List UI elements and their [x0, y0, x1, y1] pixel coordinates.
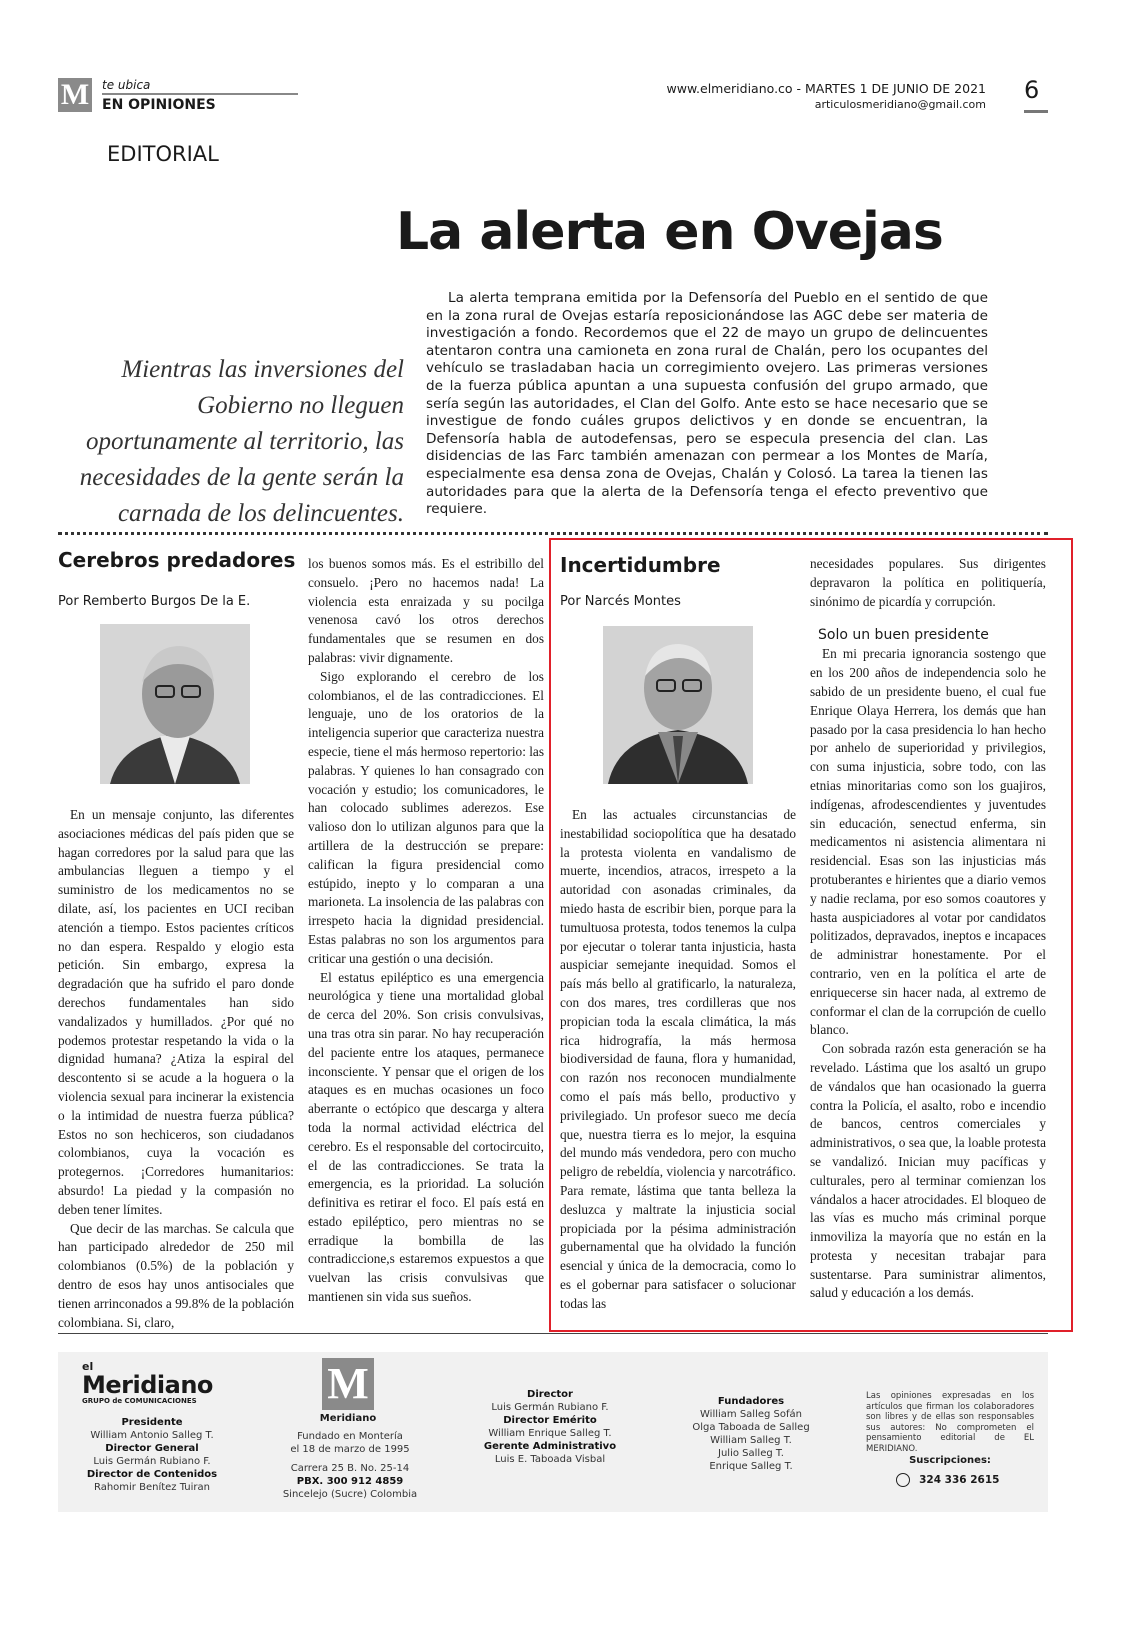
footer-pbx: PBX. 300 912 4859 — [296, 1476, 404, 1487]
footer-fundador-1: William Salleg Sofán — [700, 1409, 802, 1420]
footer-suscripciones — [896, 1469, 1026, 1488]
footer-suscripciones-phone: 324 336 2615 — [919, 1473, 1000, 1486]
article2-title: Incertidumbre — [560, 553, 721, 577]
article2-author-photo — [603, 626, 753, 784]
article1-author-photo — [100, 624, 250, 784]
footer-fundador-3: William Salleg T. — [710, 1435, 792, 1446]
header-dateline: www.elmeridiano.co - MARTES 1 DE JUNIO DE 2021 — [666, 81, 986, 96]
footer-info — [270, 1430, 430, 1501]
article1-col2-p3: El estatus epiléptico es una emergencia neurológica y tiene una mortalidad global de cerca del 20%. Son crisis convulsivas, una tras otra sin parar. No hay recuperación del paciente entre los ataques, permanece inconsciente. Y pensar que el origen de los ataques es en muchas ocasiones un foco aberrante o ectópico que descarga y altera toda la normal actividad eléctrica del cerebro. Es el responsable del cortocircuito, el de las contradicciones. Se trata la emergencia, es la prioridad. La solución definitiva es retirar el foco. El país está en estado epiléptico, pero mientras no se erradique la bombilla de las contradiccione,s estaremos expuestos a que vuelvan las crisis convulsivas que mantienen sin vida sus sueños. — [308, 969, 544, 1305]
footer-brand — [82, 1360, 232, 1405]
footer-dir-contenidos: Rahomir Benítez Tuiran — [93, 1482, 211, 1493]
header-tag-small: te ubica — [102, 78, 151, 92]
footer-management — [470, 1388, 630, 1466]
editorial-title: La alerta en Ovejas — [396, 202, 943, 262]
header-email: articulosmeridiano@gmail.com — [814, 98, 986, 111]
footer-disclaimer: Las opiniones expresadas en los artículos que firman los colaboradores son libres y de ellas son responsables sus autores: No comprometen el pensamiento editorial de EL MERIDIANO. — [866, 1391, 1034, 1454]
dotted-divider — [58, 532, 1048, 535]
whatsapp-icon — [896, 1473, 910, 1487]
footer-fundadores-label: Fundadores — [717, 1396, 785, 1407]
header-logo: M — [58, 78, 92, 112]
footer-directors — [72, 1416, 232, 1494]
article2-col2-intro: necesidades populares. Sus dirigentes depravaron la política en politiquería, sinónimo de picardía y corrupción. — [810, 556, 1046, 609]
page-number: 6 — [1024, 76, 1040, 104]
footer-fundado-2: el 18 de marzo de 1995 — [290, 1444, 410, 1455]
footer-dir-general-label: Director General — [105, 1443, 199, 1454]
article1-col2 — [308, 555, 544, 1307]
footer-emerito: William Enrique Salleg T. — [488, 1428, 612, 1439]
footer-gerente: Luis E. Taboada Visbal — [494, 1454, 606, 1465]
footer-logo: M — [322, 1358, 374, 1410]
article2-byline: Por Narcés Montes — [560, 594, 681, 609]
article2-col1 — [560, 806, 796, 1314]
footer-top-rule — [58, 1333, 1048, 1334]
footer-fundador-4: Julio Salleg T. — [718, 1448, 784, 1459]
article2-col2-p1: En mi precaria ignorancia sostengo que en los 200 años de independencia solo he sabido de un presidente bueno, el cual fue Enrique Olaya Herrera, los demás que han pasado por la casa presidencia lo han hecho por anhelo de superioridad y privilegios, con suma injusticia, sobre todo, con las etnias minoritarias como son los guajiros, indígenas, afrodescendientes y juventudes sin educación, senectud enferma, sin medicamentos ni asistencia alimentara ni residencial. Esas son las injusticias más protuberantes e hirientes que a diario vemos y nadie reclama, por eso somos coautores y hasta auspiciadores al votar por candidatos politizados, depravados, ineptos e incapaces de administrar honestamente. Por el contrario, ven en la política el arte de enriquecerse sin hacer nada, al extremo de conformar el clan de la corrupción de cuello blanco. — [810, 646, 1046, 1038]
footer-brand-sub: GRUPO de COMUNICACIONES — [82, 1397, 197, 1405]
article1-col1-p1: En un mensaje conjunto, las diferentes asociaciones médicas del país piden que se hagan corredores por la salud para que las ambulancias lleguen a tiempo y el suministro de los medicamentos no se dilate, así, los pacientes en UCI reciban atención a tiempo. Estos pacientes críticos no dan espera. Respaldo y elogio esta petición. Sin embargo, expresa la degradación que ha sufrido el paro donde derechos fundamentales han sido vandalizados y humillados. ¿Por qué no podemos protestar respetando la vida o la dignidad humana? ¿Atiza la espiral del descontento si se acude a la hoguera o la violencia sexual para incinerar la existencia o la intimidad de nuestra fuerza pública? Estos no son hechiceros, son ciudadanos colombianos, cuya la vocación es protegernos. ¡Corredores humanitarios: absurdo! La piedad y la compasión no deben tener límites. — [58, 807, 294, 1217]
article2-col2-p2: Con sobrada razón esta generación se ha revelado. Lástima que los asaltó un grupo de vándalos que han ocasionado la guerra contra la Policía, el asalto, robo e incendio de bancos, centros comerciales y administrativos, o sea que, la loable protesta se vandalizó. Inician muy pacíficas y culturales, pero al terminar comienzan los vándalos a hacer atrocidades. El bloqueo de las vías es mucho más criminal porque inmoviliza la mayoría que no están en la protesta y necesitan trabajar para sustentarse. Para suministrar alimentos, salud y educación a los demás. — [810, 1041, 1046, 1301]
header-rule — [102, 93, 298, 95]
footer-presidente: William Antonio Salleg T. — [90, 1430, 214, 1441]
footer-fundadores — [676, 1395, 826, 1473]
footer-presidente-label: Presidente — [121, 1417, 183, 1428]
article1-col2-p2: Sigo explorando el cerebro de los colombianos, el de las contradicciones. El lenguaje, uno de los oratorios de la inteligencia superior que caracteriza nuestra especie, tiene el más hermoso repertorio: las palabras. Y quienes lo han consagrado con vocación y estudio; los comunicadores, le han colocado sublimes aderezos. Ese valioso don lo utilizan algunos para que la artillera de la destrucción se prepare: califican la figura presidencial como estúpido, inepto y lo comparan a una marioneta. La insolencia de las palabras con irrespeto hacia la dignidad presidencial. Estas palabras no son los argumentos para criticar una gestión o una decisión. — [308, 668, 544, 966]
article1-byline: Por Remberto Burgos De la E. — [58, 594, 251, 609]
article2-subhead: Solo un buen presidente — [818, 627, 989, 644]
footer-direccion: Carrera 25 B. No. 25-14 — [290, 1463, 410, 1474]
footer-fundador-5: Enrique Salleg T. — [709, 1461, 793, 1472]
footer-dir-general: Luis Germán Rubiano F. — [93, 1456, 211, 1467]
header-section: EN OPINIONES — [102, 97, 216, 113]
editorial-pull-quote: Mientras las inversiones del Gobierno no lleguen oportunamente al territorio, las necesidades de la gente serán la carnada de los delincuentes. — [79, 356, 404, 527]
footer-brand-el: el — [82, 1360, 94, 1373]
article1-title: Cerebros predadores — [58, 548, 296, 572]
editorial-body: La alerta temprana emitida por la Defensoría del Pueblo en el sentido de que en la zona rural de Ovejas estaría reposicionándose las AGC debe ser materia de investigación a fondo. Recordemos que el 22 de mayo un grupo de delincuentes atentaron contra una camioneta en zona rural de Chalán, pero los ocupantes del vehículo se trasladaban hacia un corregimiento ovejero. Las primeras versiones de la fuerza pública apuntan a una supuesta confusión del grupo armado, que sería según las autoridades, el Clan del Golfo. Ante esto se hace necesario que se investigue de fondo cuáles grupos delictivos y en donde se encuentran, la Defensoría habla de autodefensas, pero se especula presencia del clan. Las disidencias de las Farc también amenazan con permear a los Montes de María, especialmente esa densa zona de Ovejas, Chalán y Colosó. La tarea la tienen las autoridades para que la alerta de la Defensoría tenga el efecto preventivo que requiere. — [426, 290, 988, 518]
editorial-kicker: EDITORIAL — [107, 142, 219, 166]
article2-col2 — [810, 555, 1046, 1303]
article1-col1 — [58, 806, 294, 1332]
footer-director: Luis Germán Rubiano F. — [491, 1402, 609, 1413]
footer-ciudad: Sincelejo (Sucre) Colombia — [282, 1489, 418, 1500]
article2-col1-p1: En las actuales circunstancias de inestabilidad sociopolítica que ha desatado la protesta violenta en vandalismo de muerte, incendios, atracos, irrespeto a la autoridad con asonadas criminales, da miedo hasta de escribir bien, porque para la tumultuosa protesta, todos tenemos la culpa por ejecutar o tolerar tanta injusticia, hasta auspiciar semejante inequidad. Somos el país más bello al gratificarlo, la naturaleza, con dos mares, tres cordilleras que nos propician toda la escala climática, la más rica hidrografía, la más hermosa biodiversidad de fauna, flora y humanidad, con razón nos reconocen mundialmente como el país más bello, productivo y privilegiado. Un profesor sueco me decía que, nuestra tierra es lo mejor, la esquina del mundo más vendedora, pero con mucho peligro de rebeldía, violencia y narcotráfico. Para remate, lástima que tanta belleza la desluzca y maltrate la injusticia social propiciada por la pésima administración gubernamental que ha olvidado la función esencial y única de la democracia, como lo es el gobernar para satisfacer o solucionar todas las — [560, 807, 796, 1311]
article1-col1-p2: Que decir de las marchas. Se calcula que han participado alrededor de 250 mil colombianos (0.5%) de la población y dentro de esos hay unos antisociales que tienen arrinconados a 99.8% de la población colombiana. Si, claro, — [58, 1220, 294, 1330]
footer-brand-name: Meridiano — [82, 1371, 213, 1399]
footer-logo-name: Meridiano — [319, 1413, 377, 1424]
footer-gerente-label: Gerente Administrativo — [483, 1441, 617, 1452]
article1-col2-p1: los buenos somos más. Es el estribillo del consuelo. ¡Pero no hacemos nada! La violencia esta enraizada y su pocilga venenosa cavó los otros derechos fundamentales que se resumen en dos palabras: vivir dignamente. — [308, 556, 544, 665]
footer-fundado-1: Fundado en Montería — [297, 1431, 403, 1442]
footer-emerito-label: Director Emérito — [503, 1415, 597, 1426]
footer-fundador-2: Olga Taboada de Salleg — [692, 1422, 810, 1433]
page-number-rule — [1024, 110, 1048, 113]
footer-director-label: Director — [527, 1389, 573, 1400]
footer-suscripciones-label: Suscripciones: — [909, 1455, 991, 1466]
footer-dir-contenidos-label: Director de Contenidos — [86, 1469, 218, 1480]
